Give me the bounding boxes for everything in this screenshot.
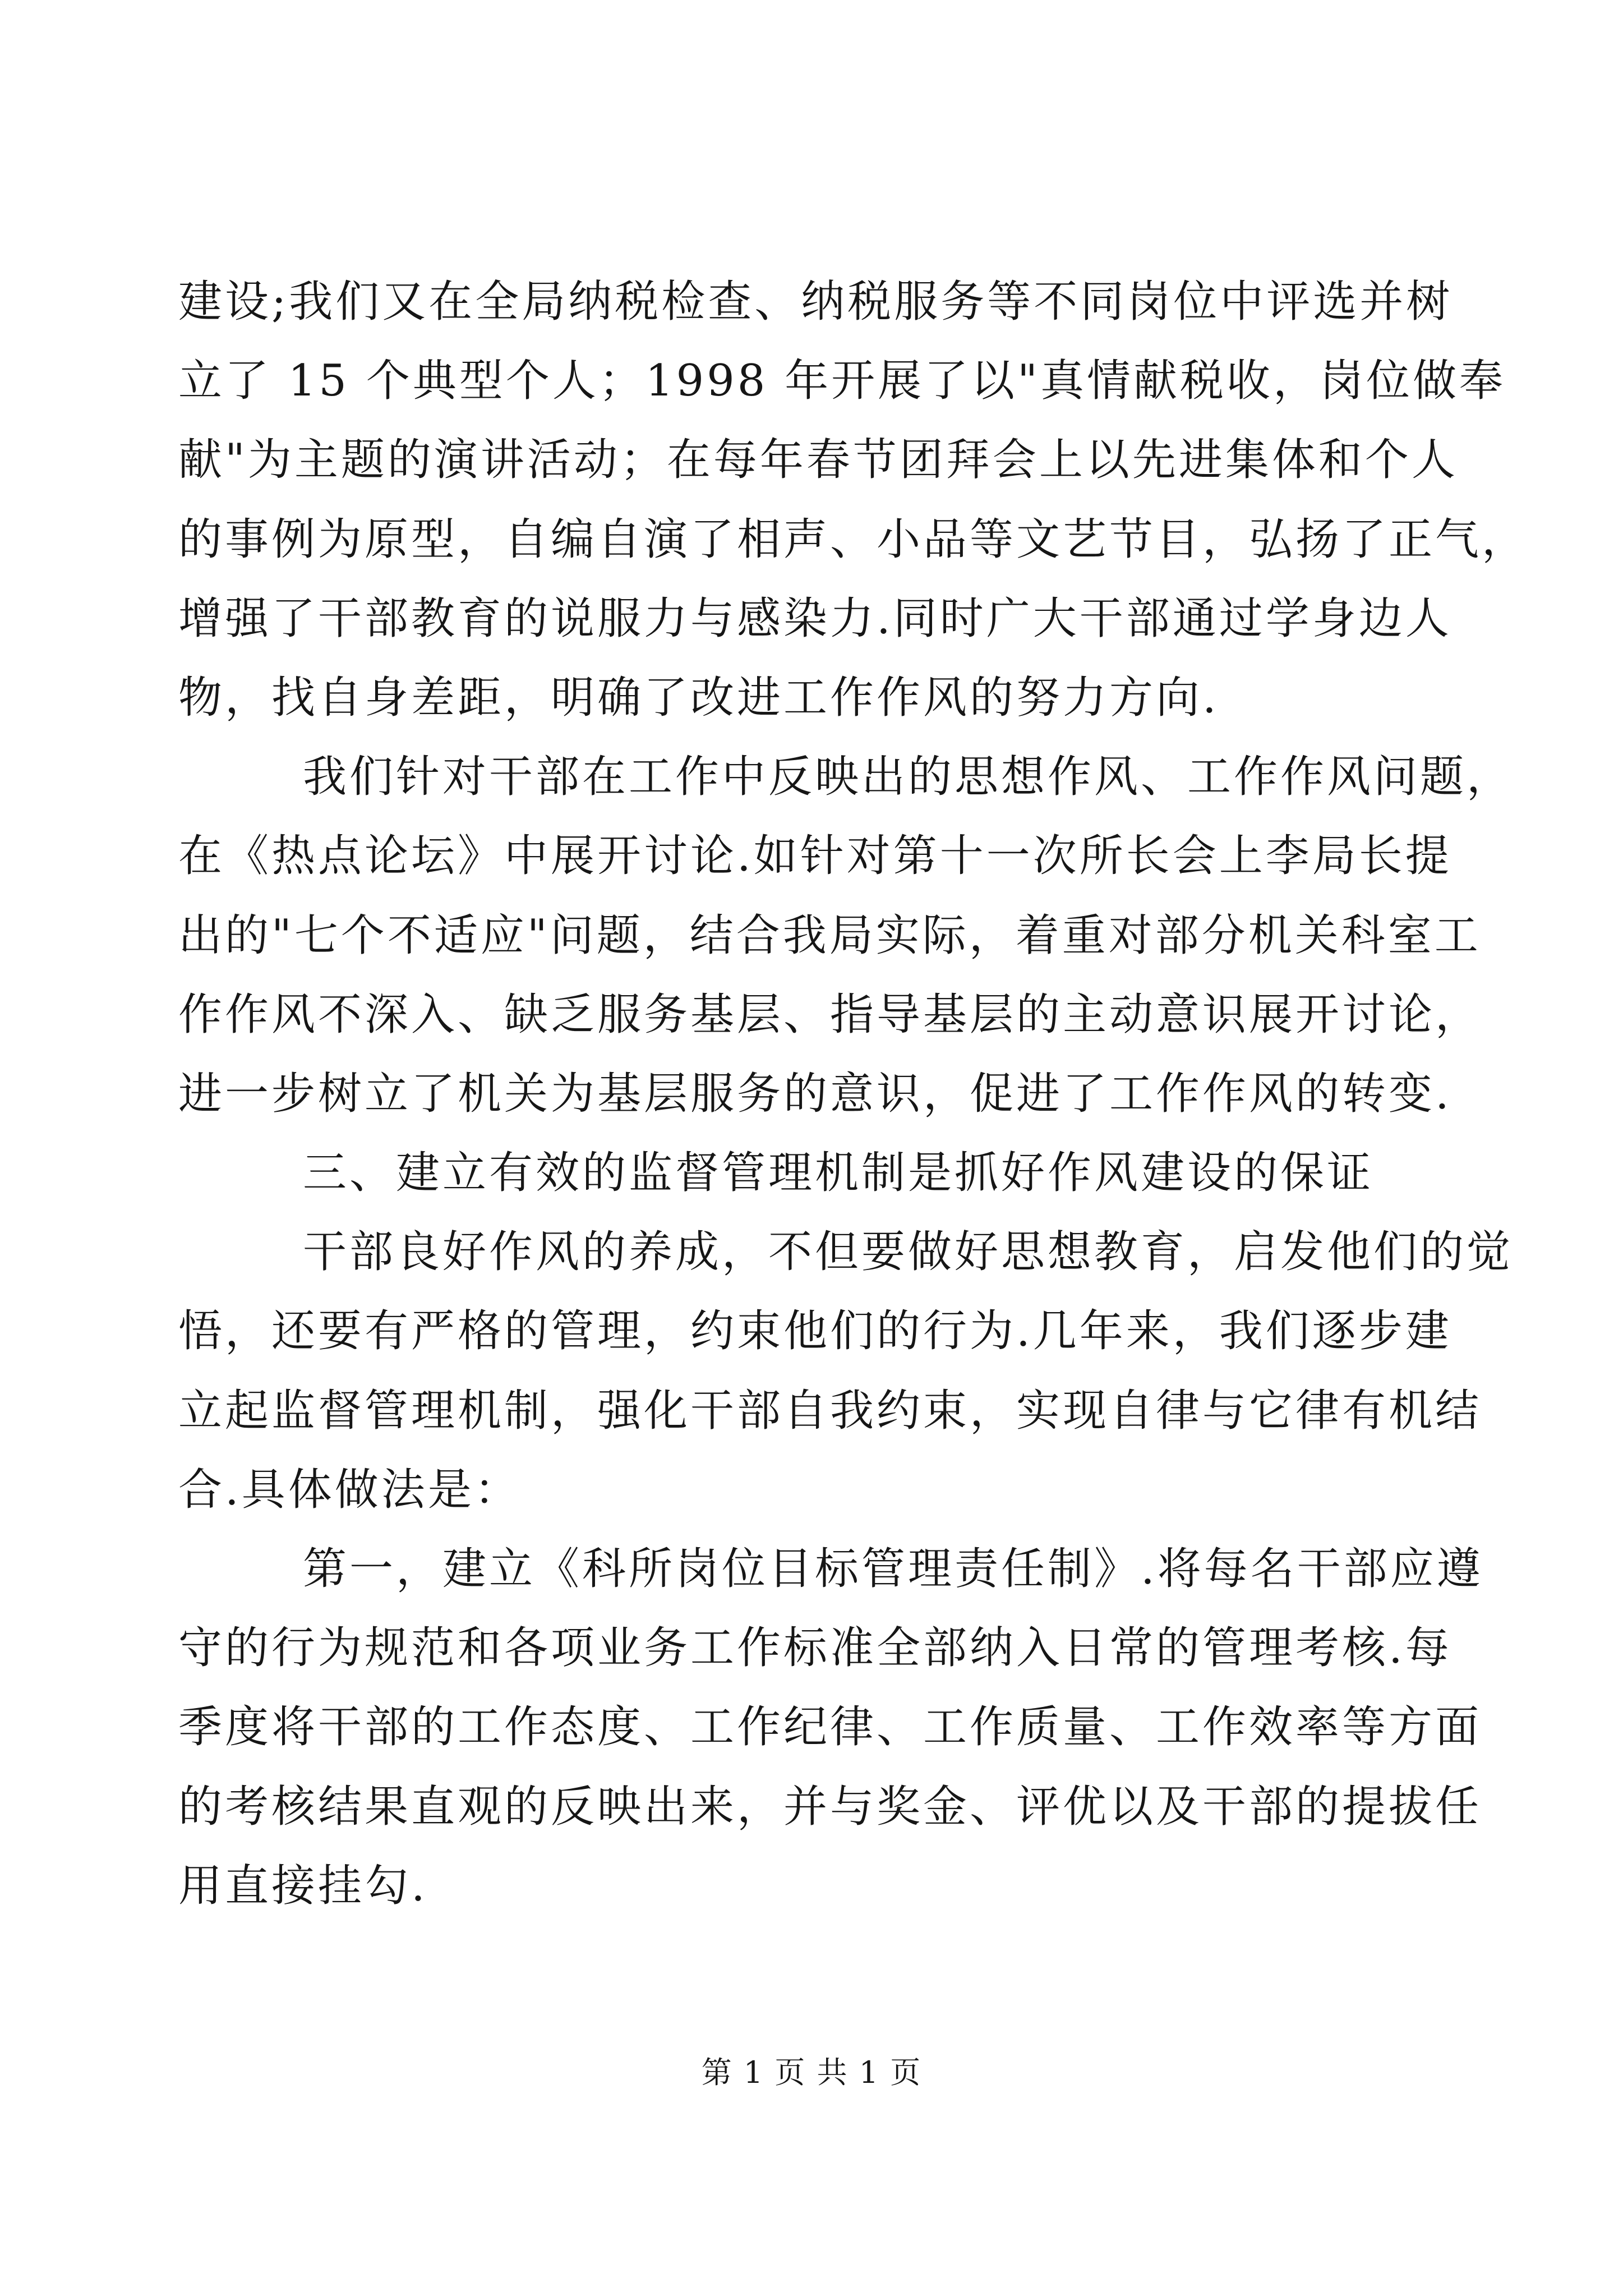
document-body <box>178 263 1529 1926</box>
text-line: 物，找自身差距，明确了改进工作作风的努力方向. <box>178 672 1219 723</box>
text-line: 立起监督管理机制，强化干部自我约束，实现自律与它律有机结 <box>178 1385 1482 1436</box>
text-line: 建设;我们又在全局纳税检查、纳税服务等不同岗位中评选并树 <box>178 277 1453 327</box>
text-line: 合.具体做法是： <box>178 1464 521 1515</box>
text-line: 的考核结果直观的反映出来，并与奖金、评优以及干部的提拔任 <box>178 1781 1482 1832</box>
text-line: 三、建立有效的监督管理机制是抓好作风建设的保证 <box>303 1148 1374 1199</box>
text-line: 季度将干部的工作态度、工作纪律、工作质量、工作效率等方面 <box>178 1702 1482 1753</box>
text-line: 第一，建立《科所岗位目标管理责任制》.将每名干部应遵 <box>303 1544 1483 1594</box>
text-line: 守的行为规范和各项业务工作标准全部纳入日常的管理考核.每 <box>178 1623 1452 1674</box>
text-line: 立了 15 个典型个人；1998 年开展了以"真情献税收，岗位做奉 <box>178 356 1506 407</box>
page-footer: 第 1 页 共 1 页 <box>701 2055 922 2090</box>
text-line: 用直接挂勾. <box>178 1860 428 1911</box>
text-line: 悟，还要有严格的管理，约束他们的行为.几年来，我们逐步建 <box>178 1306 1452 1357</box>
text-line: 献"为主题的演讲活动；在每年春节团拜会上以先进集体和个人 <box>178 435 1458 486</box>
text-line: 出的"七个不适应"问题，结合我局实际，着重对部分机关科室工 <box>178 910 1481 961</box>
text-line: 我们针对干部在工作中反映出的思想作风、工作作风问题， <box>303 752 1514 803</box>
text-line: 在《热点论坛》中展开讨论.如针对第十一次所长会上李局长提 <box>178 831 1452 882</box>
text-line: 作作风不深入、缺乏服务基层、指导基层的主动意识展开讨论， <box>178 989 1482 1040</box>
text-line: 增强了干部教育的说服力与感染力.同时广大干部通过学身边人 <box>178 593 1452 644</box>
text-line: 的事例为原型，自编自演了相声、小品等文艺节目，弘扬了正气， <box>178 514 1529 565</box>
text-line: 进一步树立了机关为基层服务的意识，促进了工作作风的转变. <box>178 1068 1452 1119</box>
text-line: 干部良好作风的养成，不但要做好思想教育，启发他们的觉 <box>303 1227 1514 1278</box>
